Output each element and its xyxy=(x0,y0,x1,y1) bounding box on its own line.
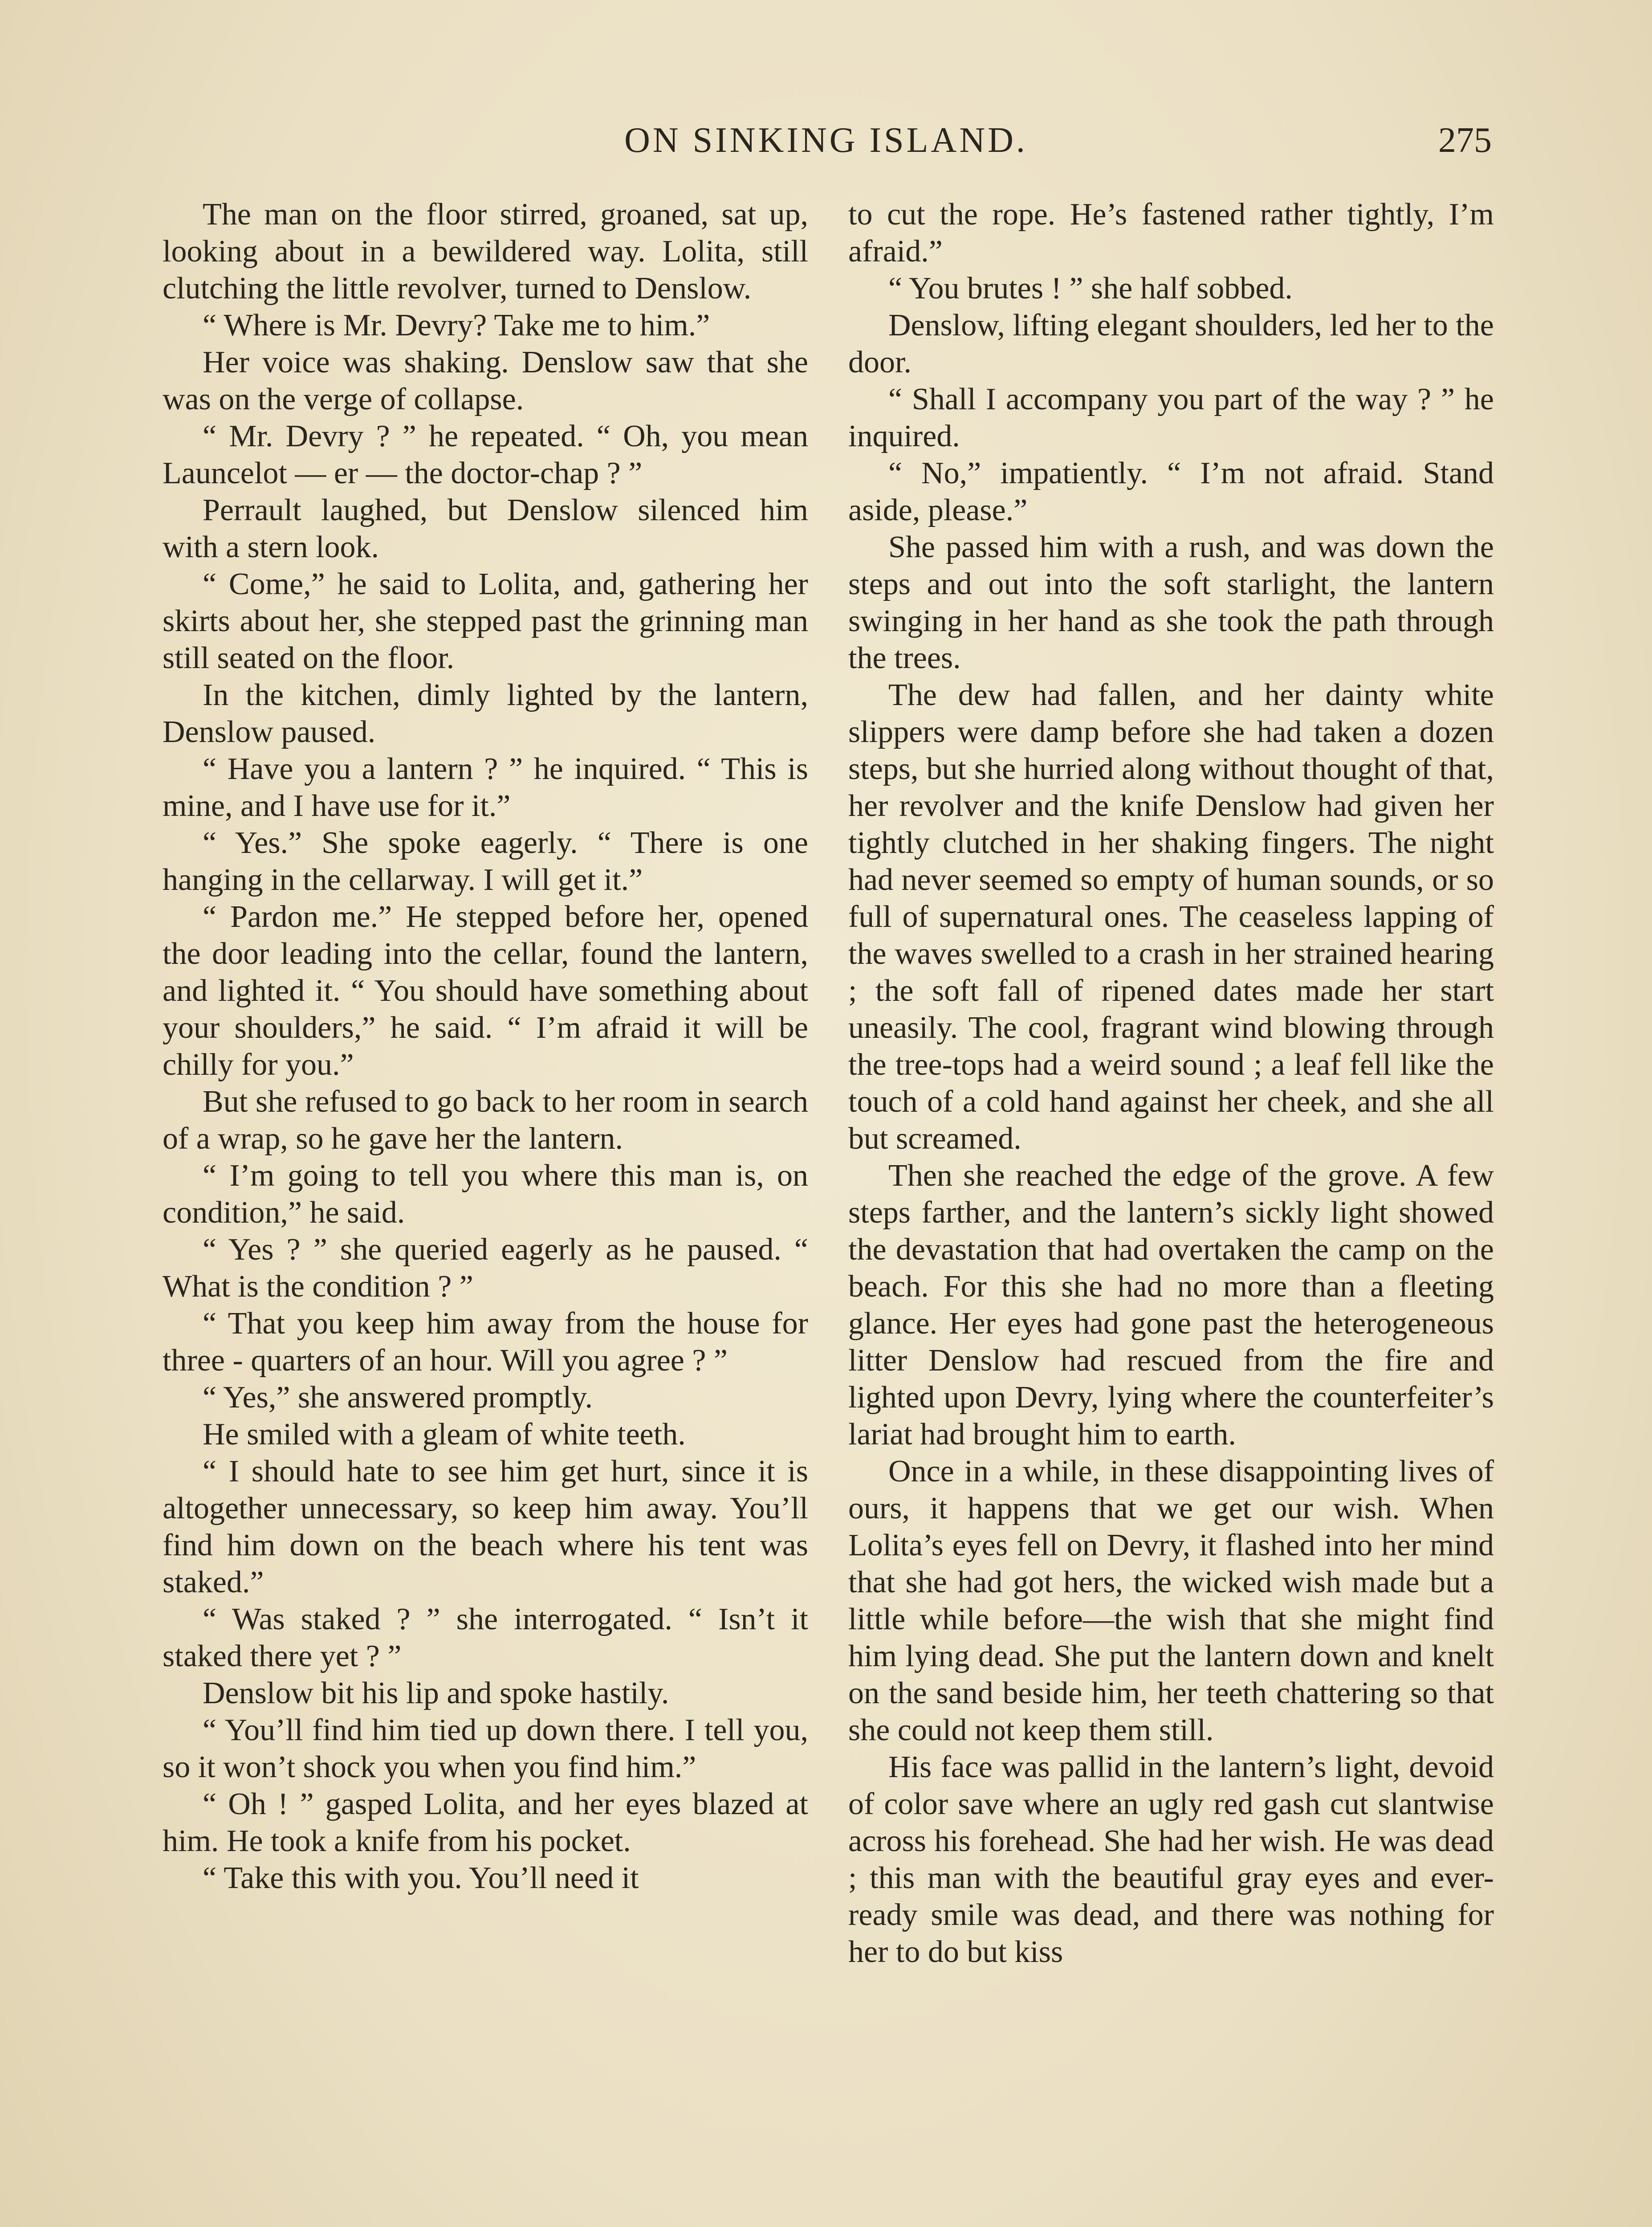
paragraph: “ Yes ? ” she queried eagerly as he paused. “ What is the condition ? ” xyxy=(163,1232,808,1304)
paragraph: “ Where is Mr. Devry? Take me to him.” xyxy=(203,308,710,343)
running-header xyxy=(160,120,1492,169)
page-number: 275 xyxy=(1438,121,1492,160)
right-column xyxy=(848,196,1494,1970)
paragraph: “ I should hate to see him get hurt, since it is altogether unnecessary, so keep him away. You’ll find him down on the beach where his tent was staked.” xyxy=(163,1454,808,1599)
paragraph: “ Pardon me.” He stepped before her, opened the door leading into the cellar, found the lantern, and lighted it. “ You should have something about your shoulders,” he said. “ I’m afraid it will be chilly for you.” xyxy=(163,900,808,1082)
paragraph: Once in a while, in these disappointing lives of ours, it happens that we get our wish. When Lolita’s eyes fell on Devry, it flashed into her mind that she had got hers, the wicked wish made but a little while before—the wish that she might find him lying dead. She put the lantern down and knelt on the sand beside him, her teeth chattering so that she could not keep them still. xyxy=(848,1454,1494,1747)
paragraph: She passed him with a rush, and was down the steps and out into the soft starlight, the lantern swinging in her hand as she took the path through the trees. xyxy=(848,530,1494,675)
paragraph: Perrault laughed, but Denslow silenced him with a stern look. xyxy=(163,493,808,564)
paragraph: His face was pallid in the lantern’s light, devoid of color save where an ugly red gash cut slantwise across his forehead. She had her wish. He was dead ; this man with the beautiful gray eyes and ever-ready smile was dead, and there was nothing for her to do but kiss xyxy=(848,1750,1494,1969)
paragraph: “ Yes.” She spoke eagerly. “ There is one hanging in the cellarway. I will get it.” xyxy=(163,826,808,897)
paragraph: “ Take this with you. You’ll need it xyxy=(203,1861,639,1895)
paragraph-continuation: to cut the rope. He’s fastened rather tightly, I’m afraid.” xyxy=(848,197,1494,269)
paragraph: The man on the floor stirred, groaned, sat up, looking about in a bewildered way. Lolita, still clutching the little revolver, turned to Denslow. xyxy=(163,197,808,306)
paragraph: He smiled with a gleam of white teeth. xyxy=(203,1417,686,1452)
paragraph: But she refused to go back to her room in search of a wrap, so he gave her the lantern. xyxy=(163,1085,808,1156)
paragraph: “ I’m going to tell you where this man is, on condition,” he said. xyxy=(163,1158,808,1230)
paragraph: “ Oh ! ” gasped Lolita, and her eyes blazed at him. He took a knife from his pocket. xyxy=(163,1787,808,1858)
paragraph: In the kitchen, dimly lighted by the lantern, Denslow paused. xyxy=(163,678,808,749)
paragraph: “ Was staked ? ” she interrogated. “ Isn’t it staked there yet ? ” xyxy=(163,1602,808,1673)
paragraph: “ No,” impatiently. “ I’m not afraid. Stand aside, please.” xyxy=(848,456,1494,527)
paragraph: The dew had fallen, and her dainty white slippers were damp before she had taken a dozen steps, but she hurried along without thought of that, her revolver and the knife Denslow had given her tightly clutched in her shaking fingers. The night had never seemed so empty of human sounds, or so full of supernatural ones. The ceaseless lapping of the waves swelled to a crash in her strained hearing ; the soft fall of ripened dates made her start uneasily. The cool, fragrant wind blowing through the tree-tops had a weird sound ; a leaf fell like the touch of a cold hand against her cheek, and she all but screamed. xyxy=(848,678,1494,1156)
paragraph: “ You’ll find him tied up down there. I tell you, so it won’t shock you when you find him.” xyxy=(163,1713,808,1784)
paragraph: Then she reached the edge of the grove. A few steps farther, and the lantern’s sickly light showed the devastation that had overtaken the camp on the beach. For this she had no more than a fleeting glance. Her eyes had gone past the heterogeneous litter Denslow had rescued from the fire and lighted upon Devry, lying where the counterfeiter’s lariat had brought him to earth. xyxy=(848,1158,1494,1452)
paragraph: Her voice was shaking. Denslow saw that she was on the verge of collapse. xyxy=(163,345,808,416)
paragraph: Denslow, lifting elegant shoulders, led her to the door. xyxy=(848,308,1494,379)
paragraph: Denslow bit his lip and spoke hastily. xyxy=(203,1676,669,1710)
paragraph: “ Come,” he said to Lolita, and, gathering her skirts about her, she stepped past the grinning man still seated on the floor. xyxy=(163,567,808,675)
paragraph: “ Yes,” she answered promptly. xyxy=(203,1380,593,1415)
chapter-title: ON SINKING ISLAND. xyxy=(624,121,1028,160)
paragraph: “ You brutes ! ” she half sobbed. xyxy=(888,271,1293,306)
paragraph: “ Have you a lantern ? ” he inquired. “ This is mine, and I have use for it.” xyxy=(163,752,808,823)
paragraph: “ Shall I accompany you part of the way ? ” he inquired. xyxy=(848,382,1494,453)
left-column xyxy=(163,196,808,1897)
paragraph: “ That you keep him away from the house for three - quarters of an hour. Will you agree ? ” xyxy=(163,1306,808,1378)
paragraph: “ Mr. Devry ? ” he repeated. “ Oh, you mean Launcelot — er — the doctor-chap ? ” xyxy=(163,419,808,490)
